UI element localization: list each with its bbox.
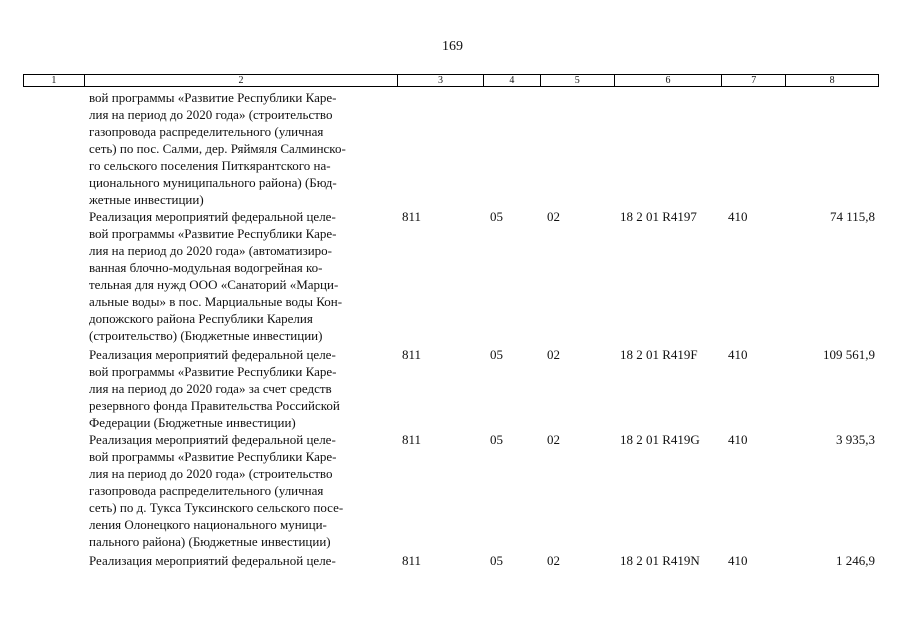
- row-expense-type: 410: [728, 553, 748, 568]
- row-description-line: Реализация мероприятий федеральной целе-: [89, 432, 336, 447]
- table-header-row: [23, 74, 879, 87]
- row-expense-type: 410: [728, 347, 748, 362]
- row-description-line: лия на период до 2020 года» (строительство: [89, 466, 333, 481]
- column-header-7: 7: [722, 75, 786, 86]
- row-target-article: 18 2 01 R4197: [620, 209, 697, 224]
- row-description-line: Реализация мероприятий федеральной целе-: [89, 553, 336, 568]
- row-description-line: пального района) (Бюджетные инвестиции): [89, 534, 331, 549]
- row-description-line: вой программы «Развитие Республики Каре-: [89, 449, 337, 464]
- row-ministry-code: 811: [402, 347, 422, 362]
- row-expense-type: 410: [728, 432, 748, 447]
- row-section-code: 05: [490, 209, 503, 224]
- row-ministry-code: 811: [402, 553, 422, 568]
- row-description-line: ционального муниципального района) (Бюд-: [89, 175, 337, 190]
- row-description-line: го сельского поселения Питкярантского на-: [89, 158, 331, 173]
- row-section-code: 05: [490, 347, 503, 362]
- column-header-1: 1: [24, 75, 85, 86]
- row-description-line: жетные инвестиции): [89, 192, 204, 207]
- row-ministry-code: 811: [402, 209, 422, 224]
- row-description-line: лия на период до 2020 года» за счет средств: [89, 381, 332, 396]
- row-subsection-code: 02: [547, 209, 560, 224]
- row-description-line: ления Олонецкого национального муници-: [89, 517, 327, 532]
- row-description-line: резервного фонда Правительства Российской: [89, 398, 340, 413]
- row-description-line: газопровода распределительного (уличная: [89, 124, 324, 139]
- row-description-line: вой программы «Развитие Республики Каре-: [89, 90, 337, 105]
- row-subsection-code: 02: [547, 347, 560, 362]
- column-header-3: 3: [398, 75, 484, 86]
- row-description-line: альные воды» в пос. Марциальные воды Кон-: [89, 294, 343, 309]
- column-header-5: 5: [541, 75, 615, 86]
- row-description-line: вой программы «Развитие Республики Каре-: [89, 364, 337, 379]
- column-header-6: 6: [615, 75, 723, 86]
- row-description-line: Федерации (Бюджетные инвестиции): [89, 415, 296, 430]
- column-header-2: 2: [85, 75, 398, 86]
- column-header-4: 4: [484, 75, 541, 86]
- row-target-article: 18 2 01 R419F: [620, 347, 698, 362]
- row-description-line: лия на период до 2020 года» (автоматизиро-: [89, 243, 333, 258]
- row-description-line: вой программы «Развитие Республики Каре-: [89, 226, 337, 241]
- row-section-code: 05: [490, 432, 503, 447]
- row-description-line: допожского района Республики Карелия: [89, 311, 313, 326]
- row-target-article: 18 2 01 R419G: [620, 432, 700, 447]
- row-target-article: 18 2 01 R419N: [620, 553, 700, 568]
- row-description-line: (строительство) (Бюджетные инвестиции): [89, 328, 323, 343]
- row-description-line: сеть) по пос. Салми, дер. Ряймяля Салминско-: [89, 141, 346, 156]
- page-number: 169: [442, 39, 463, 54]
- row-description-line: ванная блочно-модульная водогрейная ко-: [89, 260, 323, 275]
- row-amount: 1 246,9: [836, 553, 875, 568]
- row-subsection-code: 02: [547, 553, 560, 568]
- column-header-8: 8: [829, 75, 835, 86]
- row-description-line: тельная для нужд ООО «Санаторий «Марци-: [89, 277, 339, 292]
- row-section-code: 05: [490, 553, 503, 568]
- row-amount: 109 561,9: [823, 347, 875, 362]
- row-description-line: газопровода распределительного (уличная: [89, 483, 324, 498]
- row-description-line: Реализация мероприятий федеральной целе-: [89, 209, 336, 224]
- row-description-line: лия на период до 2020 года» (строительство: [89, 107, 333, 122]
- row-amount: 3 935,3: [836, 432, 875, 447]
- row-description-line: Реализация мероприятий федеральной целе-: [89, 347, 336, 362]
- row-description-line: сеть) по д. Тукса Туксинского сельского посе-: [89, 500, 344, 515]
- row-amount: 74 115,8: [829, 209, 875, 224]
- row-expense-type: 410: [728, 209, 748, 224]
- row-ministry-code: 811: [402, 432, 422, 447]
- row-subsection-code: 02: [547, 432, 560, 447]
